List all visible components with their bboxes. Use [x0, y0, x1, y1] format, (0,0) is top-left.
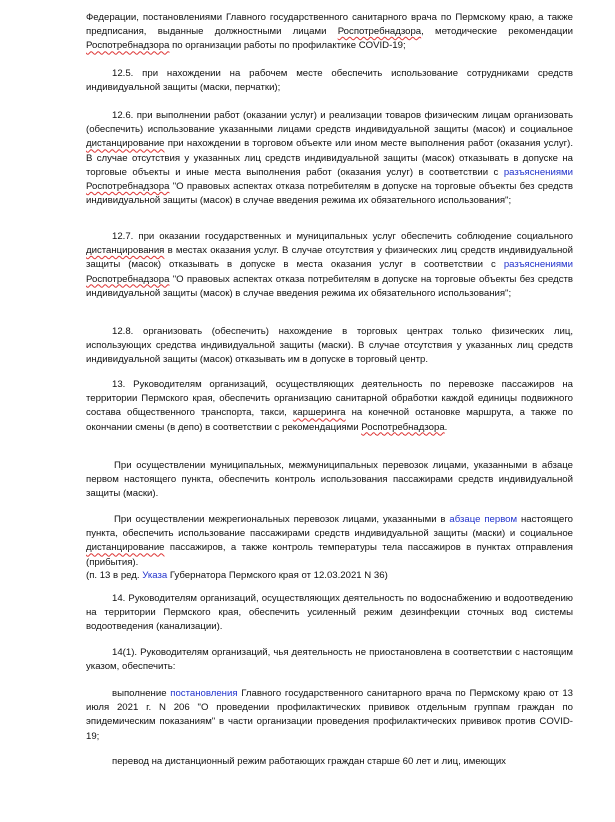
paragraph-12-8: 12.8. организовать (обеспечить) нахождение в торговых центрах только физических лиц, использующих средства индивидуальной защиты (маски). В случае отсутствия у указанных лиц средств индивидуальной защиты (масок) отказывать им в допуске в торговый центр.: [86, 326, 573, 366]
link-explanations[interactable]: разъяснениями: [503, 166, 573, 178]
edition-note: (п. 13 в ред. Указа Губернатора Пермского края от 12.03.2021 N 36): [86, 570, 388, 581]
paragraph-14-1: 14(1). Руководителям организаций, чья деятельность не приостановлена в соответствии с настоящим указом, обеспечить:: [86, 647, 573, 673]
spellcheck-word: дистанцирование: [86, 542, 165, 554]
paragraph-14-1-remote-work: перевод на дистанционный режим работающих граждан старше 60 лет и лиц, имеющих: [112, 756, 506, 767]
spellcheck-word: Роспотребнадзора: [361, 421, 445, 433]
spellcheck-word: каршеринга: [292, 407, 346, 419]
paragraph-intro-continuation: Федерации, постановлениями Главного государственного санитарного врача по Пермскому краю, а также предписания, выданные должностными лицами Роспотребнадзора, методические рекомендации Роспотребнадзора по организации работы по профилактике COVID-19;: [86, 12, 573, 52]
paragraph-13: 13. Руководителям организаций, осуществляющих деятельность по перевозке пассажиров на территории Пермского края, обеспечить организацию санитарной обработки каждой единицы подвижного состава общественного транспорта, такси, каршеринга на конечной остановке маршрута, а также по окончании смены (в депо) в соответствии с рекомендациями Роспотребнадзора.: [86, 379, 573, 433]
paragraph-12-7: 12.7. при оказании государственных и муниципальных услуг обеспечить соблюдение социального дистанцирования в местах оказания услуг. В случае отсутствия у физических лиц средств индивидуальной защиты (масок) отказывать в допуске в места оказания услуг в соответствии с разъяснениями Роспотребнадзора "О правовых аспектах отказа потребителям в допуске на торговые объекты без средств индивидуальной защиты (масок) в случае введения режима их обязательного использования";: [86, 231, 573, 299]
spellcheck-word: Роспотребнадзора: [86, 273, 170, 285]
paragraph-13-interregional: При осуществлении межрегиональных перевозок лицами, указанными в абзаце первом настоящего пункта, обеспечить использование пассажирами средств индивидуальной защиты (маски) и социальное дистанцирование пассажиров, а также контроль температуры тела пассажиров в пунктах отправления (прибытия).: [86, 514, 573, 568]
link-decree[interactable]: Указа: [142, 570, 168, 581]
spellcheck-word: Роспотребнадзора: [86, 40, 170, 52]
spellcheck-word: дистанцирования: [86, 245, 165, 257]
spellcheck-word: дистанцирование: [86, 138, 165, 150]
paragraph-13-municipal: При осуществлении муниципальных, межмуниципальных перевозок лицами, указанными в абзаце первом настоящего пункта, обеспечить контроль использования пассажирами средств индивидуальной защиты (маски).: [86, 460, 573, 500]
spellcheck-word: Роспотребнадзора: [337, 26, 422, 38]
link-resolution[interactable]: постановления: [170, 688, 238, 699]
spellcheck-word: Роспотребнадзора: [86, 181, 170, 193]
link-explanations[interactable]: разъяснениями: [503, 259, 573, 271]
paragraph-14: 14. Руководителям организаций, осуществляющих деятельность по водоснабжению и водоотведению на территории Пермского края, обеспечить усиленный режим дезинфекции сточных вод системы водоотведения (канализации).: [86, 593, 573, 633]
link-first-paragraph[interactable]: абзаце первом: [449, 514, 518, 525]
paragraph-14-1-vaccination: выполнение постановления Главного государственного санитарного врача по Пермскому краю от 13 июля 2021 г. N 206 "О проведении профилактических прививок отдельным группам граждан по эпидемическим показаниям" в части организации проведения профилактических прививок против COVID-19;: [86, 688, 574, 742]
paragraph-12-5: 12.5. при нахождении на рабочем месте обеспечить использование сотрудниками средств индивидуальной защиты (маски, перчатки);: [86, 68, 573, 94]
paragraph-12-6: 12.6. при выполнении работ (оказании услуг) и реализации товаров физическим лицам организовать (обеспечить) использование указанными лицами средств индивидуальной защиты (масок) и социальное дистанцирование при нахождении в торговом объекте или ином месте выполнения работ (оказания услуг). В случае отсутствия у указанных лиц средств индивидуальной защиты (масок) отказывать в допуске на торговые объекты и иные места выполнения работ (оказания услуг) в соответствии с разъяснениями Роспотребнадзора "О правовых аспектах отказа потребителям в допуске на торговые объекты без средств индивидуальной защиты (масок) в случае введения режима их обязательного использования";: [86, 110, 573, 207]
